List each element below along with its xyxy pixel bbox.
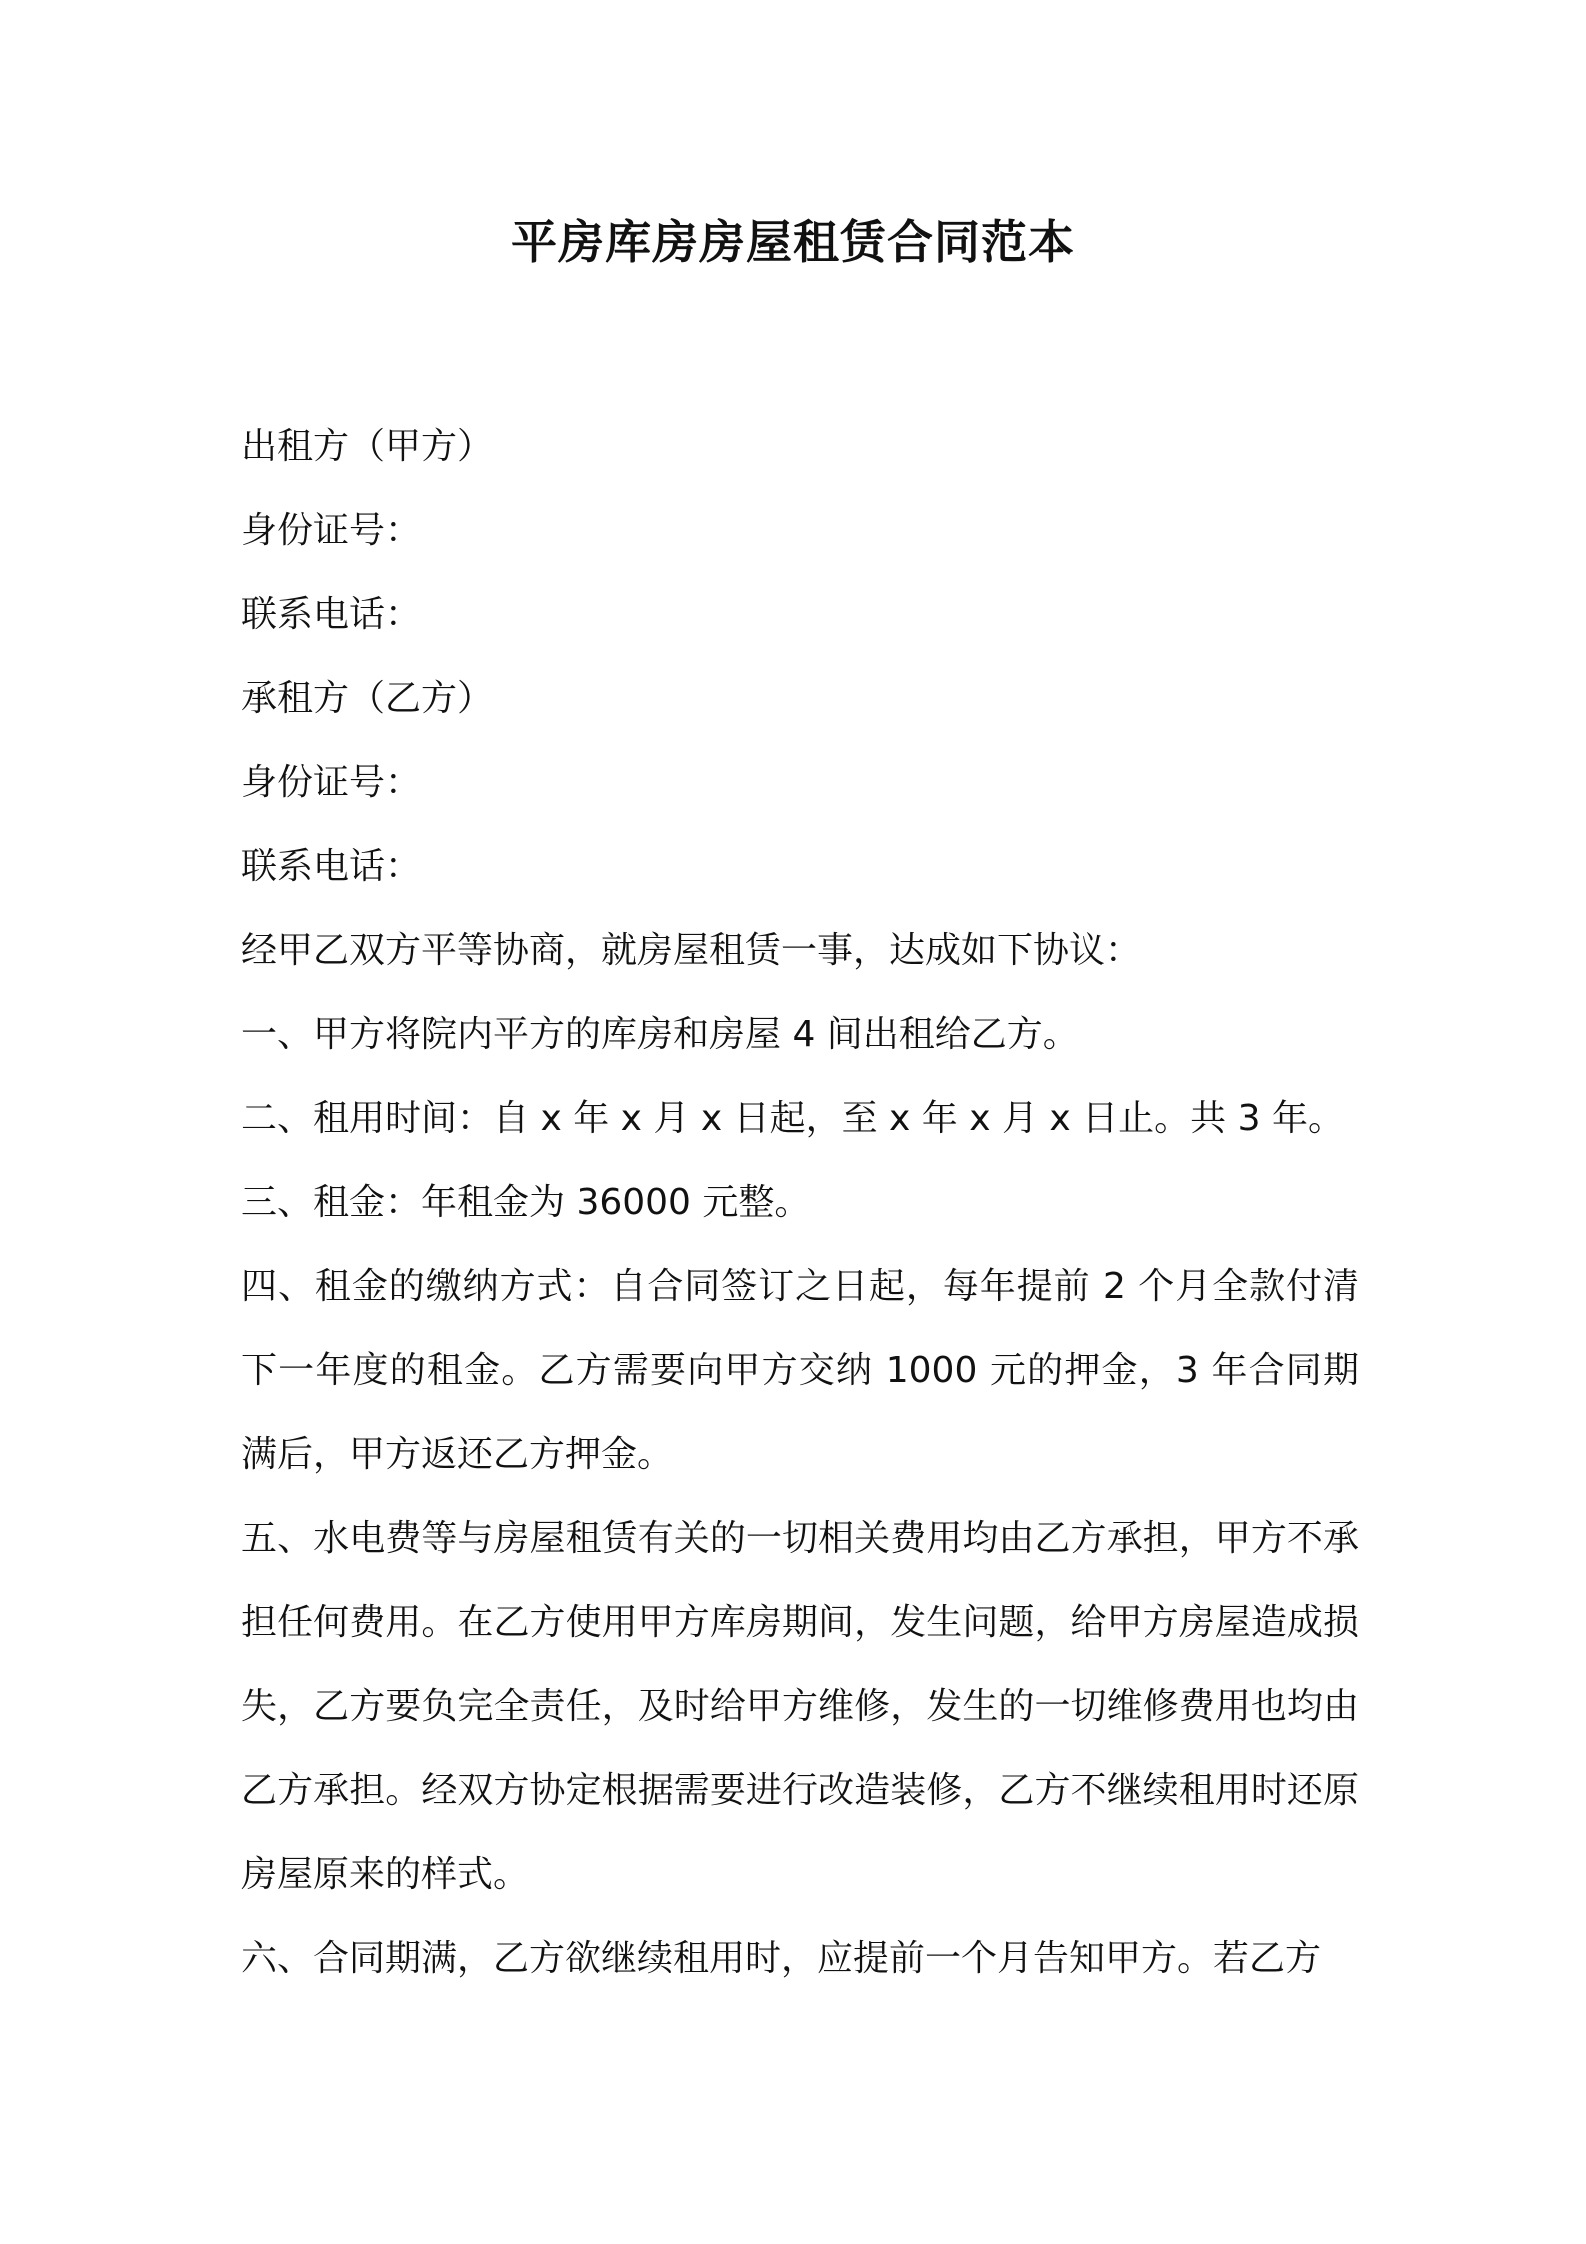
lessor-phone-label: 联系电话： bbox=[241, 594, 422, 635]
lessee-id-number-label: 身份证号： bbox=[241, 762, 422, 803]
lessee-phone-label: 联系电话： bbox=[241, 846, 422, 887]
clause-3: 三、租金：年租金为 36000 元整。 bbox=[241, 1182, 811, 1223]
lessor-label: 出租方（甲方） bbox=[241, 426, 494, 467]
clause-6: 六、合同期满，乙方欲继续租用时，应提前一个月告知甲方。若乙方 bbox=[241, 1938, 1322, 1979]
clause-4: 四、租金的缴纳方式：自合同签订之日起，每年提前 2 个月全款付清下一年度的租金。乙方需要向甲方交纳 1000 元的押金，3 年合同期满后，甲方返还乙方押金。 bbox=[241, 1266, 1359, 1475]
agreement-intro: 经甲乙双方平等协商，就房屋租赁一事，达成如下协议： bbox=[241, 930, 1142, 971]
clause-1: 一、甲方将院内平方的库房和房屋 4 间出租给乙方。 bbox=[241, 1014, 1079, 1055]
clause-5: 五、水电费等与房屋租赁有关的一切相关费用均由乙方承担，甲方不承担任何费用。在乙方使用甲方库房期间，发生问题，给甲方房屋造成损失，乙方要负完全责任，及时给甲方维修，发生的一切维修费用也均由乙方承担。经双方协定根据需要进行改造装修，乙方不继续租用时还原房屋原来的样式。 bbox=[241, 1518, 1359, 1895]
lessor-id-number-label: 身份证号： bbox=[241, 510, 422, 551]
document-title: 平房库房房屋租赁合同范本 bbox=[511, 215, 1075, 269]
clause-2: 二、租用时间：自 x 年 x 月 x 日起，至 x 年 x 月 x 日止。共 3 年。 bbox=[241, 1098, 1344, 1139]
lessee-label: 承租方（乙方） bbox=[241, 678, 494, 719]
document-body bbox=[241, 405, 1359, 2001]
